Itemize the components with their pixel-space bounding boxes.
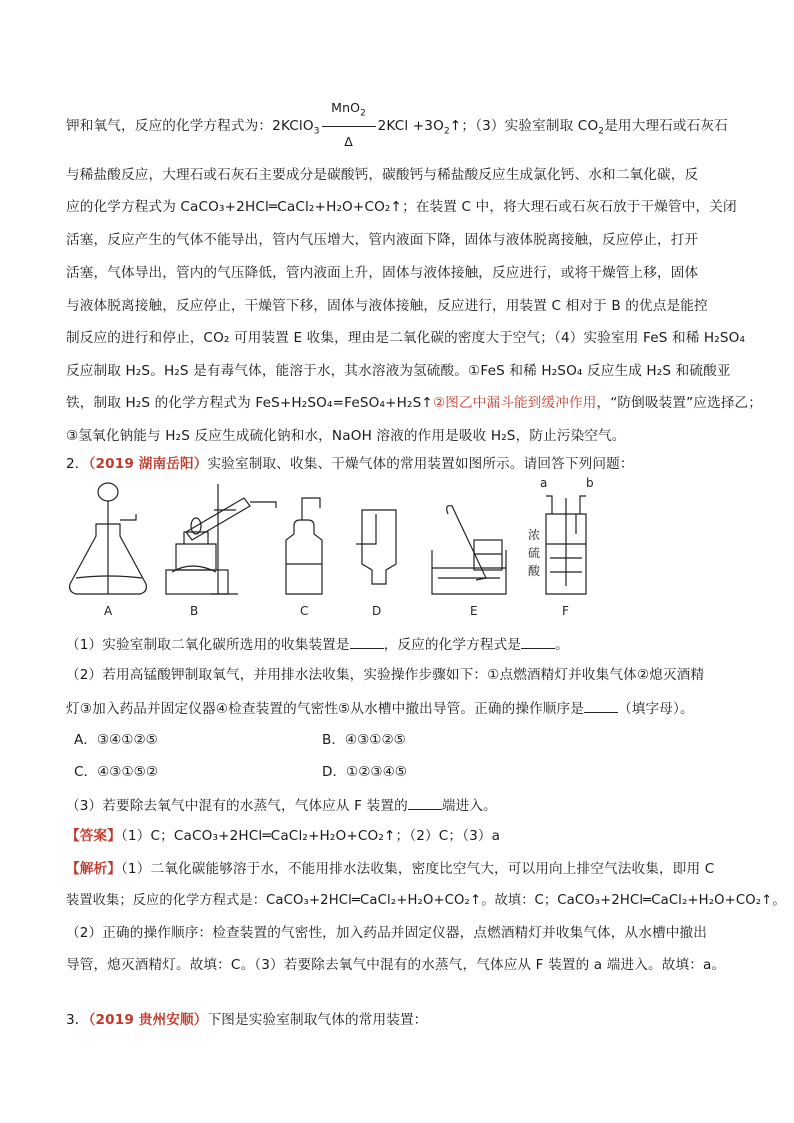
option-c: C．④③①⑤② bbox=[74, 764, 159, 780]
question-header bbox=[66, 1011, 427, 1029]
answer-blank bbox=[408, 795, 442, 810]
apparatus-c-icon bbox=[286, 498, 322, 594]
subquestion-1 bbox=[66, 634, 569, 654]
apparatus-a-icon bbox=[70, 483, 147, 594]
apparatus-e-icon bbox=[432, 506, 506, 594]
text-run: ，“防倒吸装置”应选择乙； bbox=[596, 395, 763, 411]
analysis-line: 导管，熄灭酒精灯。故填：C。（3）若要除去氧气中混有的水蒸气，气体应从 F 装置的 a 端进入。故填：a。 bbox=[66, 957, 726, 973]
answer-text: （1）C；CaCO₃+2HCl═CaCl₂+H₂O+CO₂↑；（2）C；（3）a bbox=[120, 828, 501, 844]
reaction-arrow bbox=[322, 126, 376, 127]
text-line: 活塞，气体导出，管内的气压降低，管内液面上升，固体与液体接触，反应进行，或将干燥管上移，固体 bbox=[66, 265, 699, 281]
option-b: B．④③①②⑤ bbox=[322, 732, 406, 748]
text-run: 是用大理石或石灰石 bbox=[604, 118, 728, 134]
text-run: （填字母）。 bbox=[618, 701, 694, 717]
question-number: 2． bbox=[66, 456, 89, 472]
catalyst-label: MnO bbox=[331, 100, 361, 115]
analysis-line: 装置收集；反应的化学方程式是：CaCO₃+2HCl═CaCl₂+H₂O+CO₂↑。故填：C；CaCO₃+2HCl═CaCl₂+H₂O+CO₂↑。 bbox=[66, 893, 786, 908]
text-run: 铁，制取 H₂S 的化学方程式为 FeS+H₂SO₄=FeSO₄+H₂S↑ bbox=[66, 395, 433, 411]
apparatus-d-icon bbox=[356, 510, 396, 584]
text-run: ，反应的化学方程式是 bbox=[383, 637, 522, 653]
subquestion-2-line1: （2）若用高锰酸钾制取氧气，并用排水法收集，实验操作步骤如下：①点燃酒精灯并收集气体②熄灭酒精 bbox=[66, 667, 705, 683]
text-run: （3）若要除去氧气中混有的水蒸气，气体应从 F 装置的 bbox=[66, 798, 408, 814]
text-run: （1）实验室制取二氧化碳所选用的收集装置是 bbox=[66, 637, 350, 653]
subquestion-2-line2 bbox=[66, 698, 694, 718]
text-run: 钾和氧气，反应的化学方程式为：2KClO bbox=[66, 118, 314, 134]
answer-line bbox=[66, 827, 500, 845]
text-run: ↑；（3）实验室制取 CO bbox=[449, 118, 599, 134]
analysis-text: （1）二氧化碳能够溶于水，不能用排水法收集，密度比空气大，可以用向上排空气法收集，即用 C bbox=[120, 861, 715, 877]
answer-blank bbox=[350, 634, 384, 649]
question-header bbox=[66, 455, 634, 473]
text-line: 活塞，反应产生的气体不能导出，管内气压增大，管内液面下降，固体与液体脱离接触，反应停止，打开 bbox=[66, 232, 699, 248]
figure-text-char: 浓 bbox=[528, 528, 541, 542]
figure-port-label: a bbox=[540, 476, 548, 490]
figure-label-a: A bbox=[104, 604, 113, 618]
text-line bbox=[66, 394, 762, 412]
analysis-line: （2）正确的操作顺序：检查装置的气密性，加入药品并固定仪器，点燃酒精灯并收集气体，从水槽中撤出 bbox=[66, 925, 708, 941]
option-d: D．①②③④⑤ bbox=[322, 764, 407, 780]
answer-blank bbox=[584, 698, 618, 713]
subscript: 2 bbox=[443, 126, 450, 137]
heat-symbol: Δ bbox=[344, 134, 353, 149]
text-run: 。 bbox=[555, 637, 569, 653]
subscript: 2 bbox=[360, 108, 367, 119]
subscript: 2 bbox=[598, 126, 605, 137]
figure-label-d: D bbox=[372, 604, 382, 618]
apparatus-f-icon bbox=[546, 496, 586, 594]
analysis-tag: 【解析】 bbox=[66, 861, 121, 877]
text-line: 应的化学方程式为 CaCO₃+2HCl═CaCl₂+H₂O+CO₂↑；在装置 C 中，将大理石或石灰石放于干燥管中，关闭 bbox=[66, 199, 737, 215]
figure-label-e: E bbox=[470, 604, 478, 618]
answer-blank bbox=[521, 634, 555, 649]
apparatus-b-icon bbox=[166, 484, 276, 594]
answer-tag: 【答案】 bbox=[66, 828, 121, 844]
reaction-condition bbox=[322, 100, 376, 149]
question-source: （2019 贵州安顺） bbox=[88, 1012, 208, 1028]
text-line bbox=[66, 100, 728, 149]
text-run: 2KCl +3O bbox=[377, 118, 444, 134]
text-line: 与液体脱离接触，反应停止，干燥管下移，固体与液体接触，反应进行，用装置 C 相对于 B 的优点是能控 bbox=[66, 298, 708, 314]
figure-label-b: B bbox=[190, 604, 199, 618]
question-source: （2019 湖南岳阳） bbox=[88, 456, 208, 472]
text-line: 制反应的进行和停止，CO₂ 可用装置 E 收集，理由是二氧化碳的密度大于空气；（4）实验室用 FeS 和稀 H₂SO₄ bbox=[66, 330, 746, 346]
text-run: 灯③加入药品并固定仪器④检查装置的气密性⑤从水槽中撤出导管。正确的操作顺序是 bbox=[66, 701, 585, 717]
figure-text-char: 硫 bbox=[528, 546, 541, 560]
question-number: 3． bbox=[66, 1012, 89, 1028]
question-stem: 下图是实验室制取气体的常用装置： bbox=[207, 1012, 428, 1028]
text-line: 反应制取 H₂S。H₂S 是有毒气体，能溶于水，其水溶液为氢硫酸。①FeS 和稀 H₂SO₄ 反应生成 H₂S 和硫酸亚 bbox=[66, 363, 731, 379]
text-line: 与稀盐酸反应，大理石或石灰石主要成分是碳酸钙，碳酸钙与稀盐酸反应生成氯化钙、水和二氧化碳，反 bbox=[66, 167, 699, 183]
question-stem: 实验室制取、收集、干燥气体的常用装置如图所示。请回答下列问题： bbox=[207, 456, 634, 472]
figure-port-label: b bbox=[586, 476, 594, 490]
analysis-line bbox=[66, 860, 714, 878]
option-a: A．③④①②⑤ bbox=[74, 732, 158, 748]
figure-label-f: F bbox=[562, 604, 569, 618]
apparatus-drawing bbox=[66, 474, 626, 624]
text-run: 端进入。 bbox=[441, 798, 497, 814]
highlighted-text: ②图乙中漏斗能到缓冲作用 bbox=[432, 395, 597, 411]
apparatus-figure bbox=[66, 474, 626, 624]
subscript: 3 bbox=[313, 126, 320, 137]
subquestion-3 bbox=[66, 795, 497, 815]
figure-label-c: C bbox=[300, 604, 309, 618]
figure-text-char: 酸 bbox=[528, 564, 541, 578]
text-line: ③氢氧化钠能与 H₂S 反应生成硫化钠和水，NaOH 溶液的作用是吸收 H₂S，防止污染空气。 bbox=[66, 428, 626, 444]
